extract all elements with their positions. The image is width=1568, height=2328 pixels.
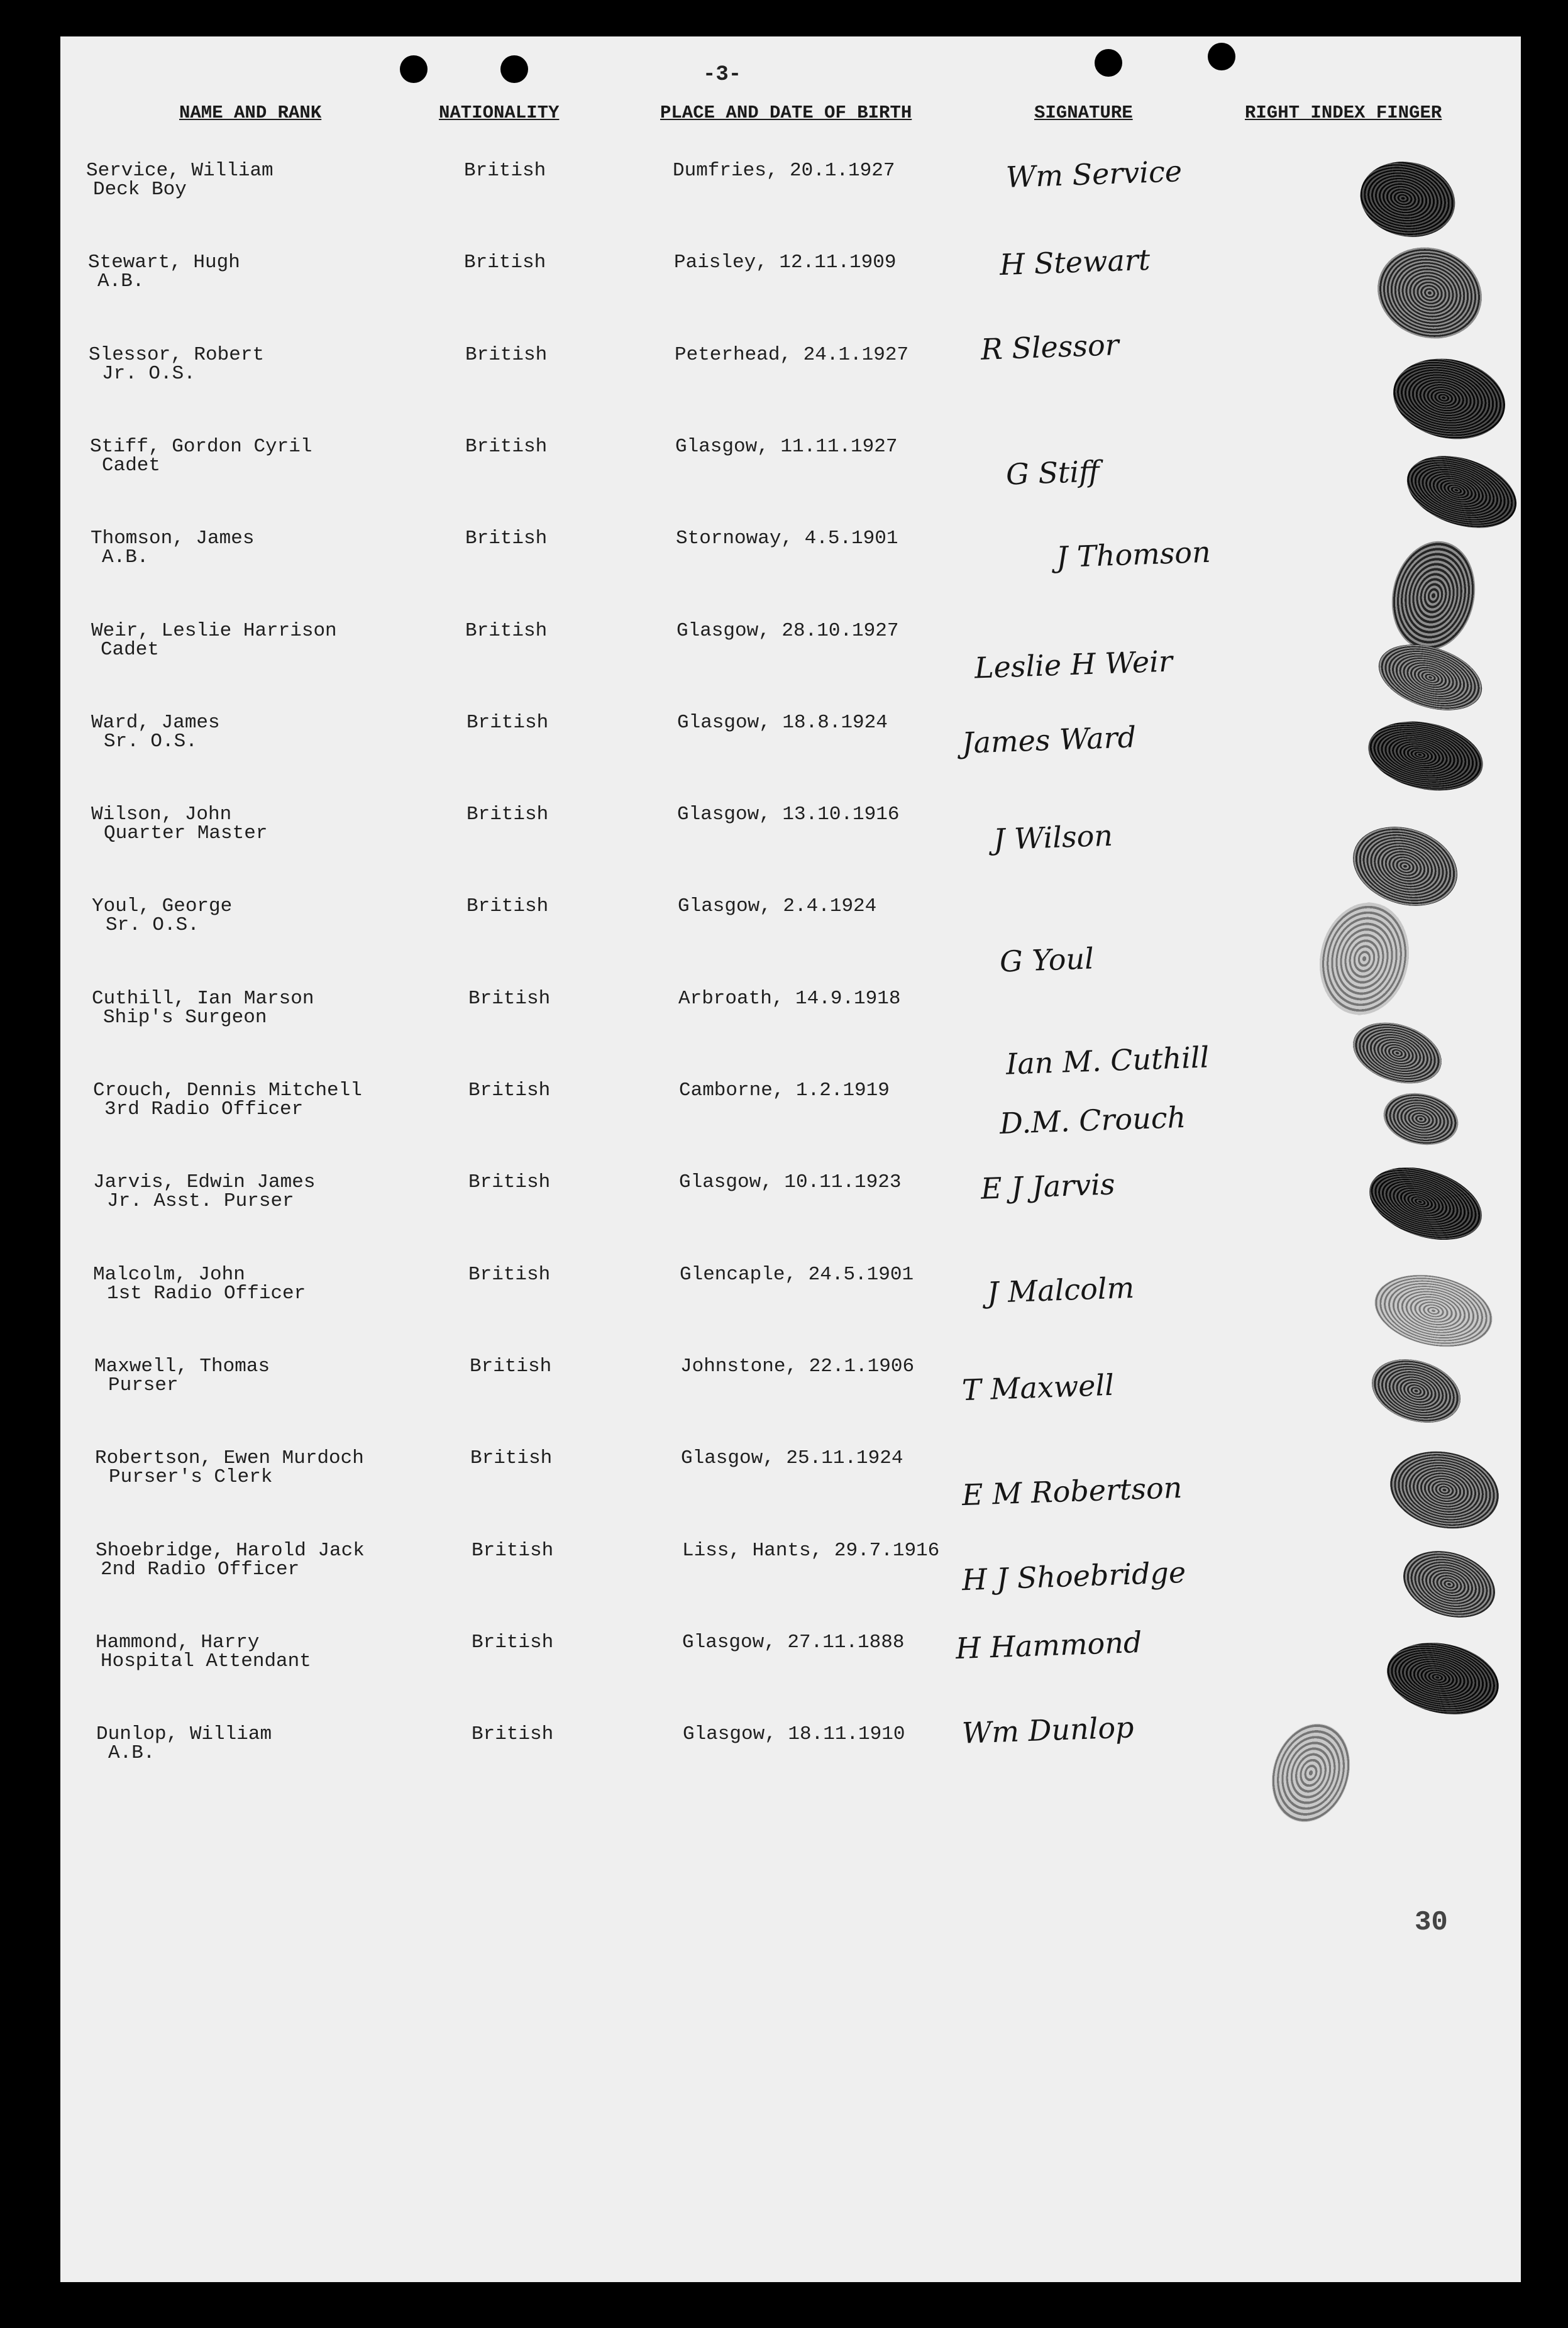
crew-row bbox=[0, 251, 1568, 343]
crew-rank: A.B. bbox=[108, 1742, 155, 1765]
crew-birth: Camborne, 1.2.1919 bbox=[679, 1079, 890, 1101]
crew-name: Cuthill, Ian Marson bbox=[92, 987, 314, 1010]
crew-name: Weir, Leslie Harrison bbox=[91, 619, 337, 642]
crew-birth: Glasgow, 18.11.1910 bbox=[683, 1723, 905, 1746]
crew-signature: J Thomson bbox=[1056, 534, 1212, 575]
crew-birth: Stornoway, 4.5.1901 bbox=[676, 527, 898, 550]
crew-rank: A.B. bbox=[102, 546, 149, 569]
crew-name: Stewart, Hugh bbox=[88, 251, 240, 274]
crew-name: Malcolm, John bbox=[93, 1263, 245, 1286]
crew-name: Jarvis, Edwin James bbox=[93, 1171, 316, 1194]
crew-birth: Dumfries, 20.1.1927 bbox=[673, 160, 895, 182]
crew-signature: Ian M. Cuthill bbox=[1005, 1040, 1210, 1081]
crew-nationality: British bbox=[472, 1723, 554, 1746]
crew-rank: Hospital Attendant bbox=[101, 1650, 311, 1672]
crew-name: Service, William bbox=[86, 160, 273, 182]
crew-row bbox=[0, 1631, 1568, 1723]
crew-signature: G Stiff bbox=[1005, 454, 1100, 492]
crew-signature: Wm Service bbox=[1005, 154, 1183, 194]
crew-signature: James Ward bbox=[961, 720, 1137, 760]
crew-name: Wilson, John bbox=[91, 803, 232, 826]
crew-rank: A.B. bbox=[97, 270, 145, 293]
crew-row bbox=[0, 1079, 1568, 1171]
header-nationality: NATIONALITY bbox=[439, 102, 560, 123]
crew-name: Crouch, Dennis Mitchell bbox=[93, 1079, 362, 1101]
crew-nationality: British bbox=[468, 1263, 551, 1286]
crew-birth: Glasgow, 27.11.1888 bbox=[682, 1631, 905, 1653]
crew-nationality: British bbox=[467, 803, 549, 826]
crew-rank: Cadet bbox=[102, 454, 161, 477]
crew-row bbox=[0, 1540, 1568, 1631]
crew-nationality: British bbox=[464, 160, 546, 182]
crew-birth: Paisley, 12.11.1909 bbox=[674, 251, 897, 274]
crew-rank: Purser's Clerk bbox=[109, 1466, 273, 1489]
crew-name: Maxwell, Thomas bbox=[94, 1355, 270, 1377]
crew-signature: E J Jarvis bbox=[980, 1167, 1116, 1206]
crew-nationality: British bbox=[464, 251, 546, 274]
crew-name: Stiff, Gordon Cyril bbox=[90, 435, 312, 458]
crew-row bbox=[0, 1171, 1568, 1263]
crew-birth: Johnstone, 22.1.1906 bbox=[680, 1355, 915, 1377]
crew-name: Robertson, Ewen Murdoch bbox=[95, 1447, 364, 1470]
crew-name: Thomson, James bbox=[91, 527, 255, 550]
crew-signature: H Hammond bbox=[955, 1625, 1143, 1666]
crew-birth: Glasgow, 28.10.1927 bbox=[676, 619, 899, 642]
crew-rank: Deck Boy bbox=[93, 179, 187, 201]
crew-signature: D.M. Crouch bbox=[999, 1100, 1186, 1141]
crew-nationality: British bbox=[470, 1355, 552, 1377]
crew-row bbox=[0, 712, 1568, 803]
crew-birth: Glasgow, 11.11.1927 bbox=[675, 435, 898, 458]
crew-row bbox=[0, 160, 1568, 251]
crew-rank: Quarter Master bbox=[104, 822, 268, 845]
crew-signature: H Stewart bbox=[999, 242, 1151, 282]
crew-nationality: British bbox=[465, 435, 548, 458]
sheet-number: 30 bbox=[1415, 1907, 1448, 1938]
crew-row bbox=[0, 1355, 1568, 1447]
crew-nationality: British bbox=[465, 619, 548, 642]
crew-rank: 3rd Radio Officer bbox=[104, 1098, 304, 1120]
crew-birth: Glasgow, 10.11.1923 bbox=[679, 1171, 902, 1194]
crew-name: Ward, James bbox=[91, 711, 220, 734]
crew-row bbox=[0, 436, 1568, 527]
crew-nationality: British bbox=[468, 1079, 551, 1101]
crew-signature: H J Shoebridge bbox=[961, 1555, 1186, 1597]
crew-signature: J Malcolm bbox=[986, 1270, 1135, 1310]
crew-name: Youl, George bbox=[92, 895, 233, 918]
crew-signature: J Wilson bbox=[993, 818, 1113, 857]
crew-birth: Glasgow, 18.8.1924 bbox=[677, 711, 888, 734]
punch-hole bbox=[500, 55, 528, 83]
punch-hole bbox=[400, 55, 428, 83]
crew-birth: Glasgow, 2.4.1924 bbox=[678, 895, 877, 918]
crew-row bbox=[0, 344, 1568, 436]
crew-signature: E M Robertson bbox=[961, 1470, 1183, 1513]
crew-birth: Arbroath, 14.9.1918 bbox=[678, 987, 901, 1010]
crew-row bbox=[0, 527, 1568, 619]
crew-name: Slessor, Robert bbox=[89, 343, 265, 366]
header-name-rank: NAME AND RANK bbox=[179, 102, 322, 123]
crew-birth: Peterhead, 24.1.1927 bbox=[675, 343, 909, 366]
crew-birth: Glasgow, 25.11.1924 bbox=[681, 1447, 903, 1470]
crew-signature: Leslie H Weir bbox=[974, 644, 1173, 685]
crew-signature: Wm Dunlop bbox=[961, 1710, 1135, 1750]
crew-rank: 1st Radio Officer bbox=[107, 1282, 306, 1305]
crew-nationality: British bbox=[472, 1631, 554, 1653]
crew-nationality: British bbox=[467, 711, 549, 734]
crew-nationality: British bbox=[467, 895, 549, 918]
crew-rank: Jr. Asst. Purser bbox=[107, 1190, 294, 1213]
crew-birth: Glencaple, 24.5.1901 bbox=[680, 1263, 914, 1286]
crew-rank: Sr. O.S. bbox=[106, 914, 199, 937]
header-finger: RIGHT INDEX FINGER bbox=[1245, 102, 1442, 123]
crew-rank: Sr. O.S. bbox=[104, 730, 197, 753]
crew-rank: Purser bbox=[108, 1374, 179, 1396]
punch-hole bbox=[1095, 49, 1122, 77]
crew-birth: Glasgow, 13.10.1916 bbox=[677, 803, 900, 826]
crew-nationality: British bbox=[465, 343, 548, 366]
crew-name: Shoebridge, Harold Jack bbox=[96, 1539, 365, 1562]
crew-rank: Cadet bbox=[101, 638, 160, 661]
crew-birth: Liss, Hants, 29.7.1916 bbox=[682, 1539, 940, 1562]
crew-nationality: British bbox=[470, 1447, 553, 1470]
crew-rank: Ship's Surgeon bbox=[103, 1006, 267, 1029]
crew-row bbox=[0, 803, 1568, 895]
crew-row bbox=[0, 1447, 1568, 1539]
crew-row bbox=[0, 620, 1568, 712]
crew-signature: G Youl bbox=[999, 941, 1095, 979]
crew-nationality: British bbox=[472, 1539, 554, 1562]
header-signature: SIGNATURE bbox=[1034, 102, 1133, 123]
crew-nationality: British bbox=[468, 987, 551, 1010]
punch-hole bbox=[1208, 43, 1235, 70]
crew-row bbox=[0, 988, 1568, 1079]
header-birth: PLACE AND DATE OF BIRTH bbox=[660, 102, 912, 123]
crew-name: Dunlop, William bbox=[96, 1723, 272, 1746]
crew-signature: T Maxwell bbox=[961, 1367, 1115, 1408]
crew-row bbox=[0, 1264, 1568, 1355]
crew-rank: Jr. O.S. bbox=[102, 362, 196, 385]
crew-name: Hammond, Harry bbox=[96, 1631, 260, 1653]
page-number: -3- bbox=[703, 63, 742, 87]
crew-nationality: British bbox=[465, 527, 548, 550]
crew-nationality: British bbox=[468, 1171, 551, 1194]
crew-signature: R Slessor bbox=[980, 328, 1120, 367]
crew-rank: 2nd Radio Officer bbox=[101, 1558, 300, 1581]
